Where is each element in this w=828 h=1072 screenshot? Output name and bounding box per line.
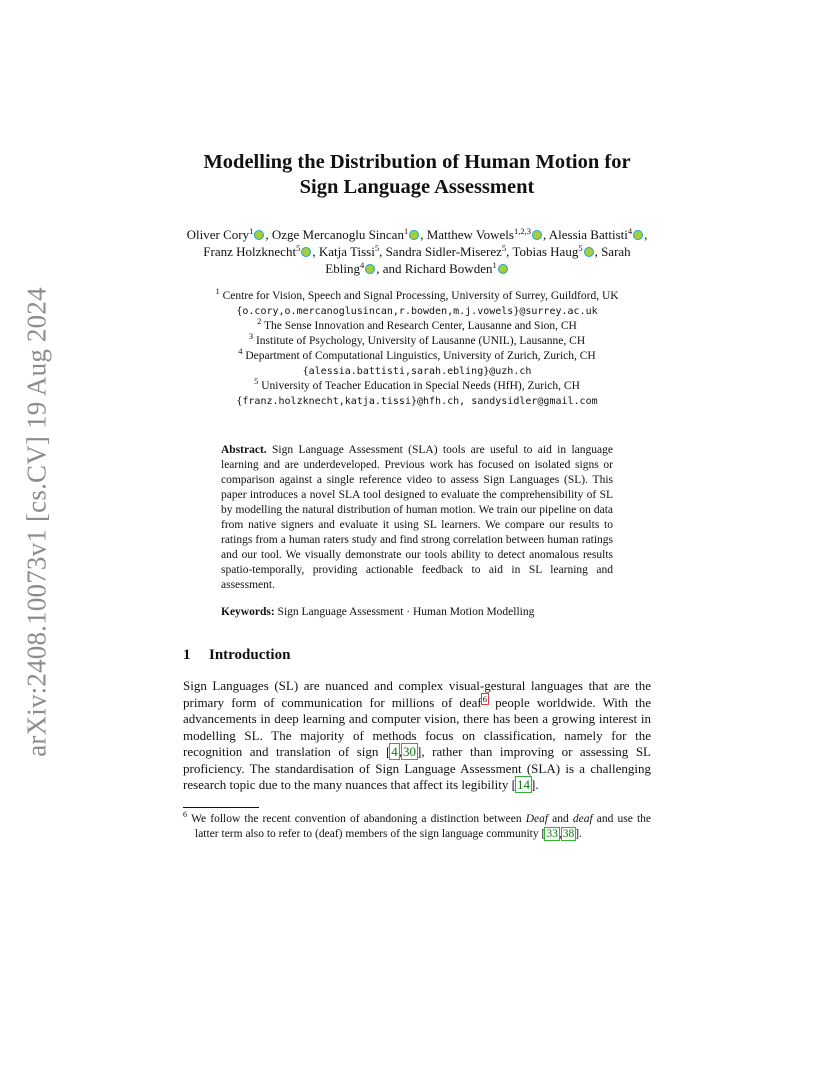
- orcid-icon[interactable]: [584, 247, 594, 257]
- section-heading: [183, 647, 651, 664]
- author-name: Alessia Battisti: [548, 227, 628, 242]
- author-affil-sup: 4: [359, 260, 365, 270]
- paper-title: Modelling the Distribution of Human Motion for Sign Language Assessment: [203, 151, 631, 198]
- citation-link[interactable]: 38: [562, 827, 575, 840]
- affil-number: 4: [238, 346, 243, 356]
- affiliation: [183, 376, 651, 394]
- orcid-icon[interactable]: [301, 247, 311, 257]
- author-name: Katja Tissi: [318, 244, 375, 259]
- affiliation-list: [183, 286, 651, 409]
- author-affil-sup: 1: [492, 260, 497, 270]
- orcid-icon[interactable]: [532, 230, 542, 240]
- orcid-icon[interactable]: [254, 230, 264, 240]
- arxiv-id: arXiv:2408.10073v1 [cs.CV] 19 Aug 2024: [21, 287, 52, 757]
- intro-text: people worldwide. With the advancements in deep learning and computer vision, there has been a growing interest in modelling SL. The majority of methods focus on classification, namely for the recognition and translation of sign: [183, 694, 651, 759]
- orcid-icon[interactable]: [365, 264, 375, 274]
- author-affil-sup: 4: [627, 226, 633, 236]
- citation-link[interactable]: 4: [391, 744, 398, 759]
- author-name: Ozge Mercanoglu Sincan: [271, 227, 404, 242]
- footnote-text: and use the latter term also to refer to (deaf) members of the sign language community: [195, 812, 651, 840]
- footnote-text: and: [548, 812, 573, 825]
- affiliation: [183, 316, 651, 334]
- abstract-label: Abstract.: [221, 444, 267, 456]
- footnote-term: deaf: [572, 812, 593, 825]
- affil-number: 2: [257, 316, 262, 326]
- author-name: Franz Holzknecht: [203, 244, 297, 259]
- keywords: [221, 605, 613, 620]
- affil-email-a[interactable]: {franz.holzknecht,katja.tissi}@hfh.ch: [236, 396, 460, 407]
- footnote: $^6$ We follow the recent convention of abandoning a distinction between Deaf and deaf and use the latter term also to refer to (deaf) members of the sign language community [33,38].: [183, 809, 651, 840]
- affil-email: {franz.holzknecht,katja.tissi}@hfh.ch, sandysidler@gmail.com: [236, 396, 598, 407]
- intro-text: , rather than improving or assessing SL proficiency. The standardisation of Sign Language Assessment (SLA) is a challenging research topic due to the many nuances that affect its legibility: [183, 744, 651, 792]
- intro-text: Sign Languages (SL) are nuanced and complex visual-gestural languages that are the primary form of communication for millions of deaf: [183, 678, 651, 710]
- affil-text: Department of Computational Linguistics, University of Zurich, Zurich, CH: [245, 350, 596, 362]
- abstract-text: Sign Language Assessment (SLA) tools are useful to aid in language learning and are underdeveloped. Previous work has focused on isolated signs or comparison against a single reference video to assess Sign Languages (SL). This paper introduces a novel SLA tool designed to evaluate the comprehensibility of SL by modelling the natural distribution of human motion. We train our pipeline on data from native signers and evaluate it using SL learners. We compare our results to ratings from a human raters study and find strong correlation between human ratings and our tool. We visually demonstrate our tools ability to detect anomalous results spatio-temporally, providing actionable feedback to aid in SL learning and assessment.: [221, 444, 613, 591]
- footnote-rule: [183, 807, 259, 808]
- intro-text: .: [535, 777, 539, 792]
- affil-number: 3: [248, 331, 254, 341]
- arxiv-side-stamp: [22, 282, 52, 762]
- author-name: Sarah Ebling: [325, 244, 631, 276]
- citation-link[interactable]: 30: [403, 744, 417, 759]
- author-name: Matthew Vowels: [426, 227, 514, 242]
- footnote-number: 6: [183, 809, 187, 819]
- author-name: Oliver Cory: [186, 227, 250, 242]
- author-affil-sup: 1: [403, 226, 409, 236]
- affil-text: Institute of Psychology, University of Lausanne (UNIL), Lausanne, CH: [255, 335, 586, 347]
- orcid-icon[interactable]: [409, 230, 419, 240]
- affil-text: Centre for Vision, Speech and Signal Processing, University of Surrey, Guildford, UK: [222, 290, 619, 302]
- footnote-text: .: [579, 827, 582, 840]
- affil-number: 5: [254, 376, 259, 386]
- affil-text: University of Teacher Education in Special Needs (HfH), Zurich, CH: [261, 380, 580, 392]
- abstract: [221, 443, 613, 593]
- author-name: Sandra Sidler-Miserez: [385, 244, 502, 259]
- author-affil-sup: 5: [578, 243, 583, 253]
- affil-email[interactable]: {alessia.battisti,sarah.ebling}@uzh.ch: [302, 366, 532, 377]
- paper-page: [183, 150, 651, 842]
- affil-number: 1: [215, 286, 220, 296]
- section-title: Introduction: [209, 647, 291, 663]
- orcid-icon[interactable]: [498, 264, 508, 274]
- footnote-link[interactable]: 6: [482, 693, 487, 704]
- author-affil-sup: 5: [501, 243, 507, 253]
- affiliation: [183, 346, 651, 364]
- section-number: 1: [183, 647, 191, 663]
- footnote-text: We follow the recent convention of abandoning a distinction between: [191, 812, 526, 825]
- author-affil-sup: 1: [249, 226, 254, 236]
- keywords-label: Keywords:: [221, 606, 275, 618]
- footnote-term: Deaf: [525, 812, 549, 825]
- citation-link[interactable]: 33: [546, 827, 558, 840]
- author-list: Oliver Cory$^1$ , Ozge Mercanoglu Sincan$^1$ , Matthew Vowels$^{1,2,3}$ , Alessia Battisti$^4$ , Franz Holzknecht$^5$ , Katja Tissi$^5$, Sandra Sidler-Miserez$^5$, Tobias Haug$^5$ , Sarah Ebling$^4$ , and Richard Bowden$^1$: [186, 226, 648, 276]
- affiliation: [183, 286, 651, 304]
- affil-email[interactable]: {o.cory,o.mercanoglusincan,r.bowden,m.j.vowels}@surrey.ac.uk: [236, 306, 598, 317]
- citation-link[interactable]: 14: [516, 777, 530, 792]
- orcid-icon[interactable]: [633, 230, 643, 240]
- affiliation: [183, 331, 651, 349]
- author-affil-sup: 1,2,3: [513, 226, 531, 236]
- intro-paragraph: Sign Languages (SL) are nuanced and complex visual-gestural languages that are the primary form of communication for millions of deaf$^6$ people worldwide. With the advancements in deep learning and computer vision, there has been a growing interest in modelling SL. The majority of methods focus on classification, namely for the recognition and translation of sign [4,30], rather than improving or assessing SL proficiency. The standardisation of Sign Language Assessment (SLA) is a challenging research topic due to the many nuances that affect its legibility [14].: [183, 678, 651, 792]
- affil-text: The Sense Innovation and Research Center, Lausanne and Sion, CH: [264, 320, 577, 332]
- author-affil-sup: 5: [296, 243, 301, 253]
- author-name: Tobias Haug: [512, 244, 579, 259]
- keywords-text: Sign Language Assessment · Human Motion Modelling: [277, 606, 535, 618]
- author-name: Richard Bowden: [404, 261, 493, 276]
- author-affil-sup: 5: [374, 243, 380, 253]
- affil-email-b[interactable]: sandysidler@gmail.com: [471, 396, 598, 407]
